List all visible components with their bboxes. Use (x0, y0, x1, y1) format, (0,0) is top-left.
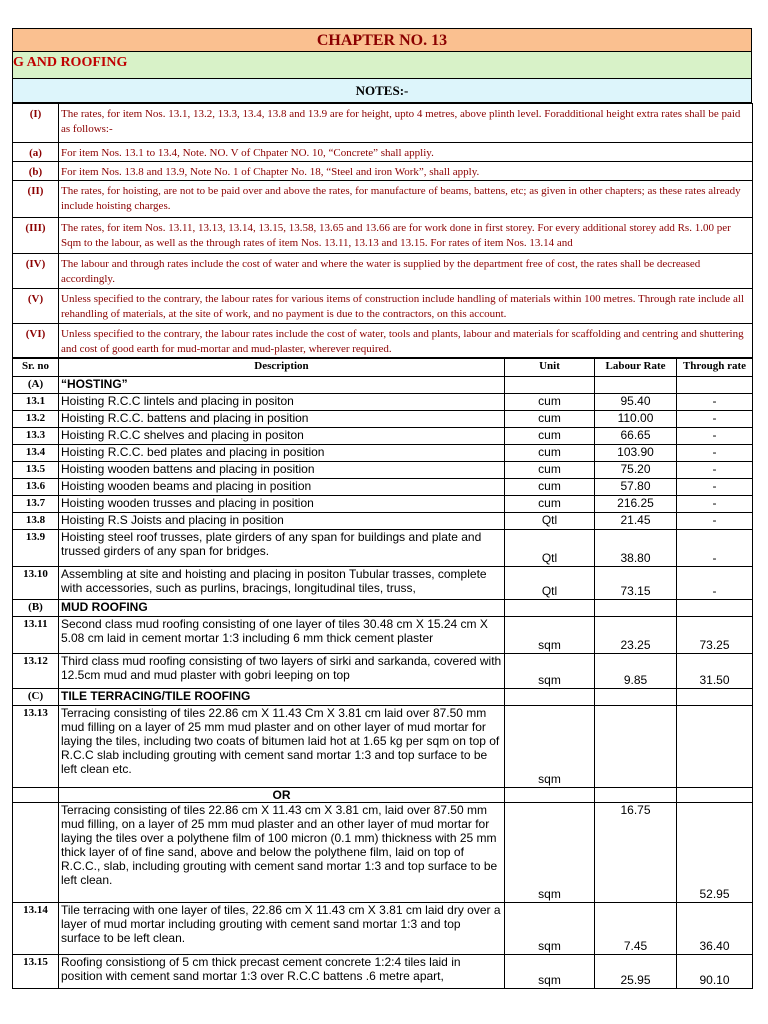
through-rate-cell (677, 706, 753, 788)
table-row (13, 496, 753, 513)
table-row (13, 530, 753, 567)
sr-cell: 13.4 (13, 445, 59, 462)
labour-rate-cell: 38.80 (595, 530, 677, 567)
table-row (13, 567, 753, 600)
sr-cell: 13.8 (13, 513, 59, 530)
labour-rate-cell (595, 600, 677, 617)
note-row (13, 181, 753, 218)
note-label: (IV) (13, 254, 59, 289)
note-text: The rates, for item Nos. 13.11, 13.13, 13.14, 13.15, 13.58, 13.65 and 13.66 are for work done in first storey. For every additional storey add Rs. 1.00 per Sqm to the labour, as well as the through rates of item Nos. 13.11, 13.13 and 13.15. For rates of item Nos. 13.14 and (59, 218, 753, 254)
sr-cell: 13.13 (13, 706, 59, 788)
sr-cell: 13.5 (13, 462, 59, 479)
through-rate-cell: 36.40 (677, 903, 753, 955)
table-row (13, 411, 753, 428)
note-text: For item Nos. 13.1 to 13.4, Note. NO. V of Chpater NO. 10, “Concrete” shall appliy. (59, 143, 753, 162)
sr-cell: 13.12 (13, 654, 59, 689)
sr-cell: (C) (13, 689, 59, 706)
table-row (13, 903, 753, 955)
note-label: (II) (13, 181, 59, 218)
rates-table (12, 358, 753, 989)
group-row (13, 600, 753, 617)
sr-cell: 13.14 (13, 903, 59, 955)
labour-rate-cell: 23.25 (595, 617, 677, 654)
unit-cell: sqm (505, 955, 595, 989)
labour-rate-cell: 75.20 (595, 462, 677, 479)
description-cell: TILE TERRACING/TILE ROOFING (59, 689, 505, 706)
through-rate-cell: - (677, 496, 753, 513)
note-text: Unless specified to the contrary, the labour rates for various items of construction include handling of materials within 100 metres. Through rate include all rehandling of materials, at the site of work, and no payment is due to the contractors, on this account. (59, 289, 753, 324)
unit-cell: sqm (505, 803, 595, 903)
note-label: (a) (13, 143, 59, 162)
sr-cell: 13.10 (13, 567, 59, 600)
table-row (13, 803, 753, 903)
note-label: (III) (13, 218, 59, 254)
description-cell: Tile terracing with one layer of tiles, 22.86 cm X 11.43 cm X 3.81 cm laid dry over a layer of mud mortar including grouting with cement sand mortar 1:3 and top surface to be left clean. (59, 903, 505, 955)
through-rate-cell (677, 600, 753, 617)
labour-rate-cell: 95.40 (595, 394, 677, 411)
sr-cell: 13.2 (13, 411, 59, 428)
table-row (13, 479, 753, 496)
note-row (13, 289, 753, 324)
table-row (13, 513, 753, 530)
unit-cell: cum (505, 411, 595, 428)
through-rate-cell: 90.10 (677, 955, 753, 989)
col-header-sr: Sr. no (13, 359, 59, 377)
notes-table (12, 103, 753, 358)
unit-cell: cum (505, 394, 595, 411)
group-row (13, 689, 753, 706)
sr-cell (13, 803, 59, 903)
through-rate-cell: 73.25 (677, 617, 753, 654)
sr-cell: 13.15 (13, 955, 59, 989)
sr-cell: 13.11 (13, 617, 59, 654)
description-cell: Hoisting wooden trusses and placing in position (59, 496, 505, 513)
through-rate-cell (677, 788, 753, 803)
through-rate-cell: - (677, 411, 753, 428)
sr-cell: 13.1 (13, 394, 59, 411)
through-rate-cell (677, 377, 753, 394)
note-label: (V) (13, 289, 59, 324)
col-header-unit: Unit (505, 359, 595, 377)
note-text: The rates, for item Nos. 13.1, 13.2, 13.3, 13.4, 13.8 and 13.9 are for height, upto 4 metres, above plinth level. Foradditional height extra rates shall be paid as follows:- (59, 104, 753, 143)
or-row (13, 788, 753, 803)
through-rate-cell: - (677, 462, 753, 479)
group-row (13, 377, 753, 394)
labour-rate-cell: 16.75 (595, 803, 677, 903)
note-label: (VI) (13, 324, 59, 358)
section-title: G AND ROOFING (12, 52, 752, 79)
note-label: (b) (13, 162, 59, 181)
description-cell: Roofing consistiong of 5 cm thick precast cement concrete 1:2:4 tiles laid in position with cement sand mortar 1:3 over R.C.C battens .6 metre apart, (59, 955, 505, 989)
unit-cell: sqm (505, 617, 595, 654)
labour-rate-cell: 216.25 (595, 496, 677, 513)
through-rate-cell: 31.50 (677, 654, 753, 689)
note-text: For item Nos. 13.8 and 13.9, Note No. 1 of Chapter No. 18, “Steel and iron Work”, shall apply. (59, 162, 753, 181)
through-rate-cell: - (677, 530, 753, 567)
through-rate-cell (677, 689, 753, 706)
description-cell: Hoisting R.C.C lintels and placing in positon (59, 394, 505, 411)
description-cell: OR (59, 788, 505, 803)
description-cell: Hoisting R.C.C. battens and placing in position (59, 411, 505, 428)
table-row (13, 394, 753, 411)
description-cell: Hoisting R.C.C. bed plates and placing in position (59, 445, 505, 462)
unit-cell: cum (505, 445, 595, 462)
labour-rate-cell: 73.15 (595, 567, 677, 600)
note-row (13, 218, 753, 254)
unit-cell: cum (505, 428, 595, 445)
unit-cell: sqm (505, 654, 595, 689)
unit-cell (505, 689, 595, 706)
description-cell: MUD ROOFING (59, 600, 505, 617)
unit-cell: sqm (505, 706, 595, 788)
unit-cell (505, 788, 595, 803)
table-row (13, 706, 753, 788)
sr-cell: (A) (13, 377, 59, 394)
through-rate-cell: - (677, 428, 753, 445)
labour-rate-cell: 7.45 (595, 903, 677, 955)
labour-rate-cell (595, 377, 677, 394)
note-row (13, 254, 753, 289)
col-header-labour-rate: Labour Rate (595, 359, 677, 377)
sr-cell: (B) (13, 600, 59, 617)
description-cell: Hoisting steel roof trusses, plate girders of any span for buildings and plate and trussed girders of any span for bridges. (59, 530, 505, 567)
note-row (13, 162, 753, 181)
note-label: (I) (13, 104, 59, 143)
col-header-description: Description (59, 359, 505, 377)
unit-cell (505, 600, 595, 617)
labour-rate-cell: 9.85 (595, 654, 677, 689)
through-rate-cell: - (677, 479, 753, 496)
note-text: Unless specified to the contrary, the labour rates include the cost of water, tools and plants, labour and materials for scaffolding and centring and shuttering and cost of good earth for mud-mortar and mud-plaster, wherever required. (59, 324, 753, 358)
unit-cell (505, 377, 595, 394)
labour-rate-cell (595, 689, 677, 706)
labour-rate-cell: 66.65 (595, 428, 677, 445)
unit-cell: cum (505, 496, 595, 513)
note-row (13, 143, 753, 162)
unit-cell: Qtl (505, 567, 595, 600)
header-row (13, 359, 753, 377)
labour-rate-cell: 110.00 (595, 411, 677, 428)
table-row (13, 955, 753, 989)
notes-title: NOTES:- (12, 79, 752, 103)
sr-cell: 13.3 (13, 428, 59, 445)
sr-cell: 13.7 (13, 496, 59, 513)
labour-rate-cell: 25.95 (595, 955, 677, 989)
table-row (13, 428, 753, 445)
description-cell: Second class mud roofing consisting of one layer of tiles 30.48 cm X 15.24 cm X 5.08 cm laid in cement mortar 1:3 including 6 mm thick cement plaster (59, 617, 505, 654)
description-cell: Hoisting wooden beams and placing in position (59, 479, 505, 496)
unit-cell: cum (505, 462, 595, 479)
through-rate-cell: - (677, 445, 753, 462)
labour-rate-cell: 21.45 (595, 513, 677, 530)
labour-rate-cell: 57.80 (595, 479, 677, 496)
description-cell: Third class mud roofing consisting of two layers of sirki and sarkanda, covered with 12.5cm mud and mud plaster with gobri leeping on top (59, 654, 505, 689)
sr-cell: 13.9 (13, 530, 59, 567)
unit-cell: Qtl (505, 513, 595, 530)
note-row (13, 324, 753, 358)
sr-cell (13, 788, 59, 803)
labour-rate-cell: 103.90 (595, 445, 677, 462)
sr-cell: 13.6 (13, 479, 59, 496)
unit-cell: sqm (505, 903, 595, 955)
note-text: The rates, for hoisting, are not to be paid over and above the rates, for manufacture of beams, battens, etc; as given in other chapters; as these rates already include hoisting charges. (59, 181, 753, 218)
description-cell: Hoisting wooden battens and placing in position (59, 462, 505, 479)
description-cell: Hoisting R.C.C shelves and placing in positon (59, 428, 505, 445)
through-rate-cell: - (677, 513, 753, 530)
labour-rate-cell (595, 706, 677, 788)
through-rate-cell: - (677, 567, 753, 600)
rate-sheet (12, 28, 752, 989)
description-cell: Terracing consisting of tiles 22.86 cm X 11.43 cm X 3.81 cm, laid over 87.50 mm mud filling, on a layer of 25 mm mud plaster and an other layer of mud mortar for laying the tiles over a polythene film of 100 micron (0.1 mm) thickness with 25 mm thick layer of of fine sand, above and below the polythene film, laid on top of R.C.C., slab, including grouting with cement sand mortar 1:3 and top surface to be left clean. (59, 803, 505, 903)
col-header-through-rate: Through rate (677, 359, 753, 377)
description-cell: Assembling at site and hoisting and placing in positon Tubular trasses, complete with accessories, such as purlins, bracings, longitudinal tiles, truss, (59, 567, 505, 600)
note-row (13, 104, 753, 143)
table-row (13, 445, 753, 462)
table-row (13, 617, 753, 654)
description-cell: Hoisting R.S Joists and placing in position (59, 513, 505, 530)
table-row (13, 654, 753, 689)
note-text: The labour and through rates include the cost of water and where the water is supplied by the department free of cost, the rates shall be decreased accordingly. (59, 254, 753, 289)
table-row (13, 462, 753, 479)
chapter-title: CHAPTER NO. 13 (12, 28, 752, 52)
through-rate-cell: - (677, 394, 753, 411)
description-cell: “HOSTING” (59, 377, 505, 394)
unit-cell: cum (505, 479, 595, 496)
labour-rate-cell (595, 788, 677, 803)
description-cell: Terracing consisting of tiles 22.86 cm X 11.43 Cm X 3.81 cm laid over 87.50 mm mud filling on a layer of 25 mm mud plaster and on other layer of mud mortar for laying the tiles, including two coats of bitumen laid hot at 1.65 kg per sqm on top of R.C.C slab including grouting with cement sand mortar 1:3 and top surface to be left clean etc. (59, 706, 505, 788)
unit-cell: Qtl (505, 530, 595, 567)
through-rate-cell: 52.95 (677, 803, 753, 903)
